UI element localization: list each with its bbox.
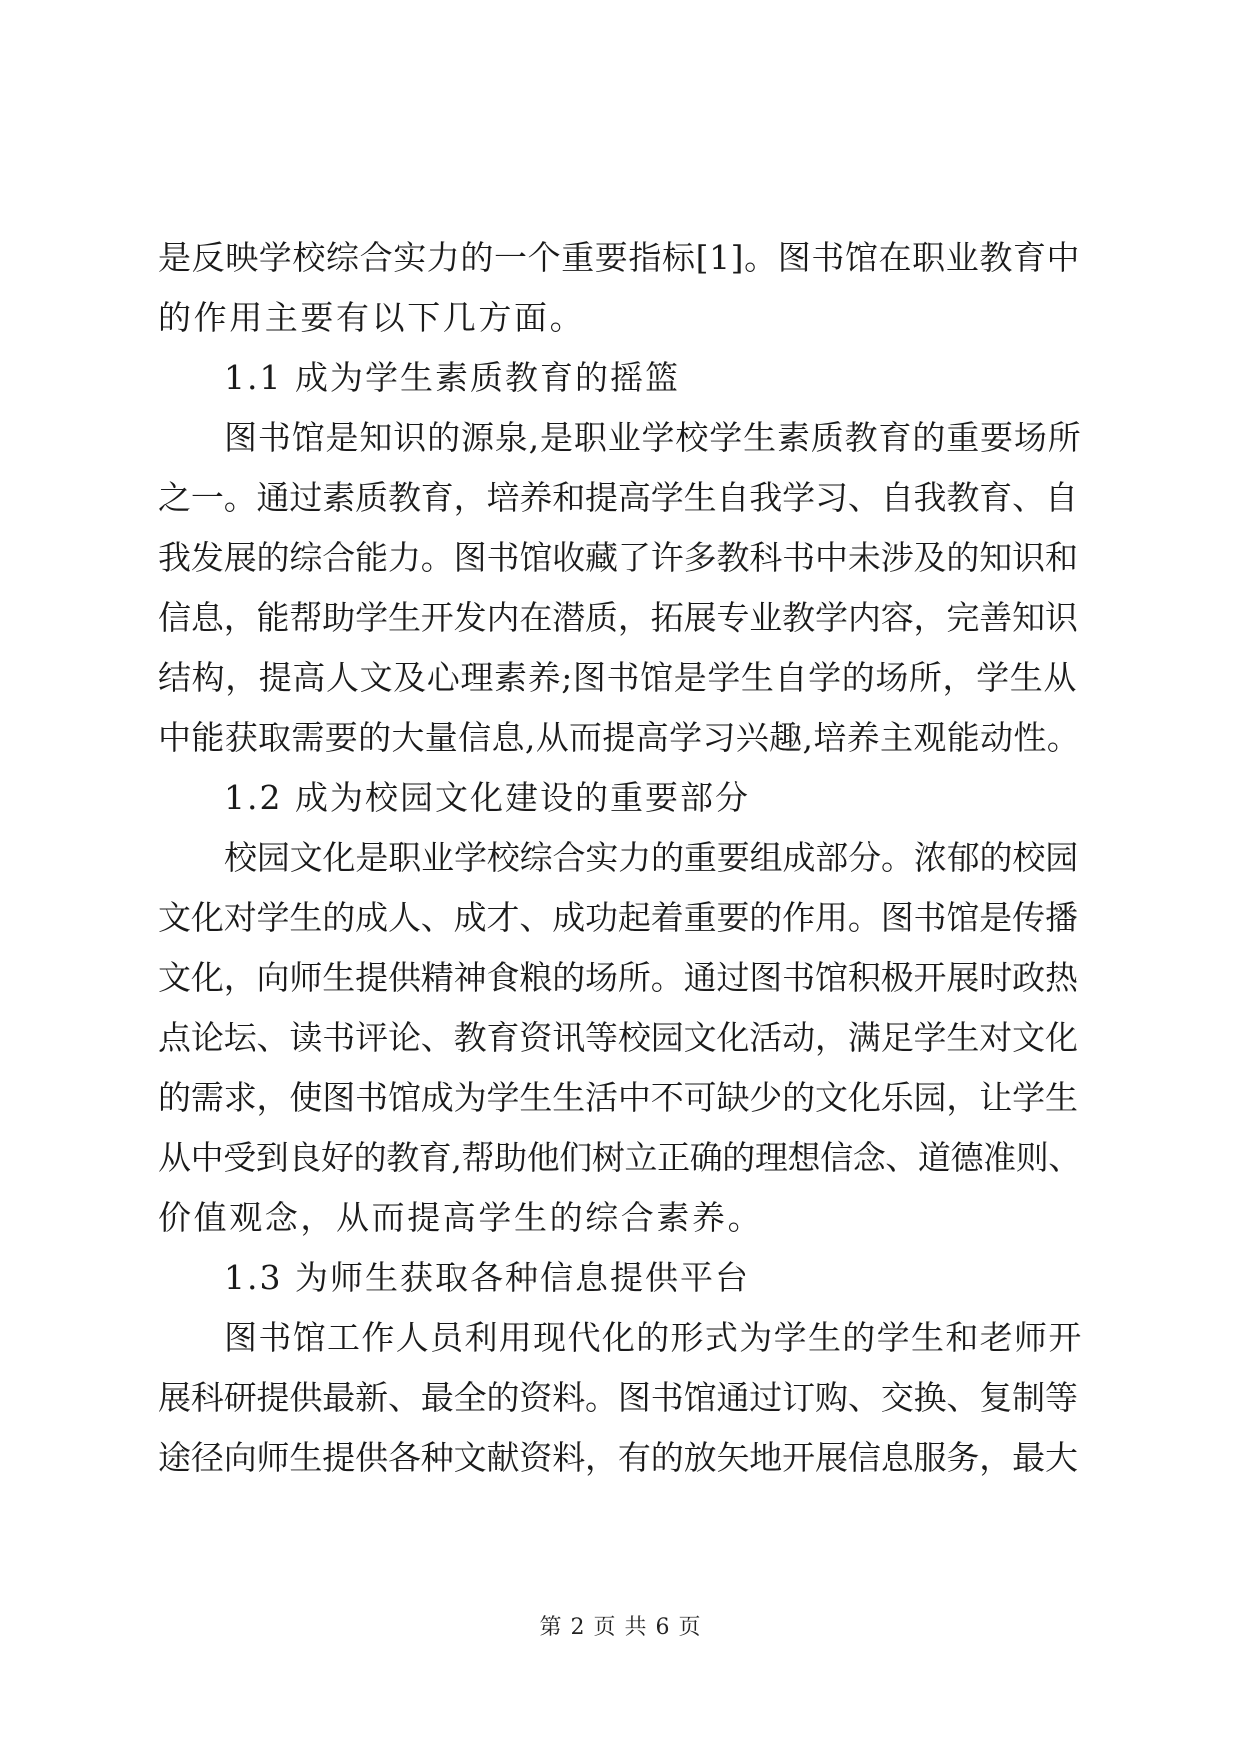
body-line: 校园文化是职业学校综合实力的重要组成部分。浓郁的校园 [224,838,1079,877]
body-line: 之一。通过素质教育，培养和提高学生自我学习、自我教育、自 [158,478,1078,517]
body-line: 文化对学生的成人、成才、成功起着重要的作用。图书馆是传播 [158,898,1078,937]
body-line: 途径向师生提供各种文献资料，有的放矢地开展信息服务，最大 [158,1438,1078,1477]
body-line: 是反映学校综合实力的一个重要指标[1]。图书馆在职业教育中 [158,238,1081,277]
page-footer: 第 2 页 共 6 页 [539,1615,702,1640]
body-line: 的作用主要有以下几方面。 [158,298,586,337]
body-line: 展科研提供最新、最全的资料。图书馆通过订购、交换、复制等 [158,1378,1078,1417]
section-heading-1-1: 1.1 成为学生素质教育的摇篮 [224,358,680,397]
body-line: 价值观念，从而提高学生的综合素养。 [158,1198,764,1237]
section-heading-1-2: 1.2 成为校园文化建设的重要部分 [224,778,750,817]
body-line: 文化，向师生提供精神食粮的场所。通过图书馆积极开展时政热 [158,958,1078,997]
body-line: 点论坛、读书评论、教育资讯等校园文化活动，满足学生对文化 [158,1018,1078,1057]
body-line: 图书馆是知识的源泉,是职业学校学生素质教育的重要场所 [224,418,1082,457]
body-line: 我发展的综合能力。图书馆收藏了许多教科书中未涉及的知识和 [158,538,1078,577]
body-line: 结构，提高人文及心理素养;图书馆是学生自学的场所，学生从 [158,658,1077,697]
body-line: 的需求，使图书馆成为学生生活中不可缺少的文化乐园，让学生 [158,1078,1078,1117]
section-heading-1-3: 1.3 为师生获取各种信息提供平台 [224,1258,750,1297]
body-line: 从中受到良好的教育,帮助他们树立正确的理想信念、道德准则、 [158,1138,1081,1177]
body-line: 信息，能帮助学生开发内在潜质，拓展专业教学内容，完善知识 [158,598,1078,637]
body-line: 中能获取需要的大量信息,从而提高学习兴趣,培养主观能动性。 [158,718,1081,757]
body-line: 图书馆工作人员利用现代化的形式为学生的学生和老师开 [224,1318,1083,1357]
